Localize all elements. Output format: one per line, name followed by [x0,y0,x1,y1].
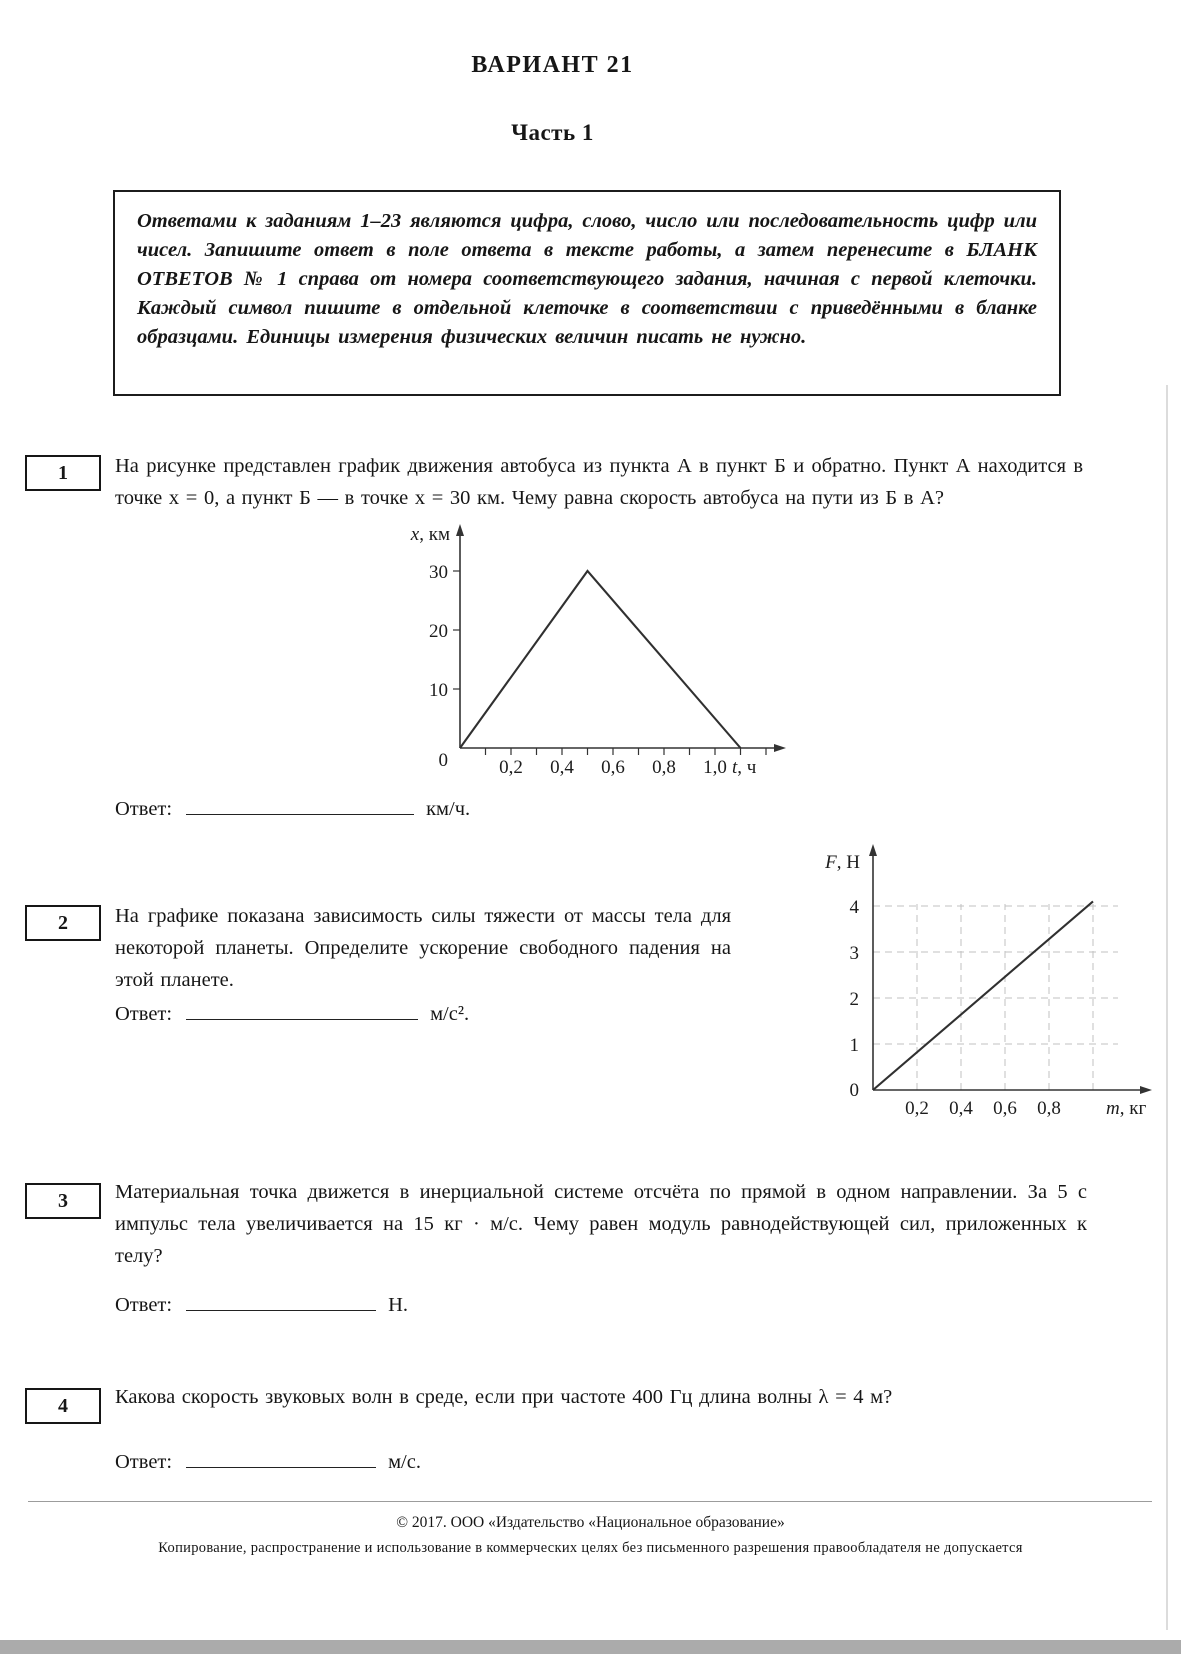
footer-copyright: © 2017. ООО «Издательство «Национальное образование» [396,1514,785,1531]
question-3-text: Материальная точка движется в инерциальной системе отсчёта по прямой в одном направлении. За 5 с импульс тела увеличивается на 15 кг · м/с. Чему равен модуль равнодействующей сил, приложенных к телу? [115,1181,1087,1267]
svg-text:1,0: 1,0 [703,757,727,778]
answer-label: Ответ: [115,1451,173,1473]
question-number: 1 [58,462,68,484]
svg-text:0,2: 0,2 [905,1098,929,1119]
answer-unit-2: м/с². [430,1003,470,1025]
svg-text:m, кг: m, кг [1106,1098,1147,1119]
question-number: 3 [58,1190,68,1212]
svg-text:F, Н: F, Н [825,852,860,873]
part-title: Часть 1 [511,120,594,145]
footer-legal: Копирование, распространение и использование в коммерческих целях без письменного разрешения правообладателя не допускается [158,1540,1023,1556]
answer-blank-1 [186,798,414,815]
svg-text:0,6: 0,6 [601,757,625,778]
answer-row-4 [115,1451,421,1474]
question-number-box-1 [25,455,101,491]
instruction-text: Ответами к заданиям 1–23 являются цифра, слово, число или последовательность цифр или чисел. Запишите ответ в поле ответа в тексте работы, а затем перенесите в БЛАНК ОТВЕТОВ № 1 справа от номера соответствующего задания, начиная с первой клеточки. Каждый символ пишите в отдельной клеточке в соответствии с приведёнными в бланке образцами. Единицы измерения физических величин писать не нужно. [137,210,1037,348]
question-number: 2 [58,912,68,934]
chart-2 [748,840,1168,1135]
question-4-text: Какова скорость звуковых волн в среде, если при частоте 400 Гц длина волны λ = 4 м? [115,1386,893,1408]
svg-text:0,2: 0,2 [499,757,523,778]
answer-row-2 [115,1003,469,1026]
answer-label: Ответ: [115,798,173,820]
svg-text:t, ч: t, ч [732,757,757,778]
answer-blank-2 [186,1003,418,1020]
answer-row-1 [115,798,470,821]
answer-unit-4: м/с. [388,1451,421,1473]
svg-text:20: 20 [429,621,448,642]
answer-label: Ответ: [115,1003,173,1025]
answer-blank-3 [186,1294,376,1311]
answer-blank-4 [186,1451,376,1468]
footer-divider [28,1501,1152,1502]
svg-text:3: 3 [849,943,859,964]
scan-bottom-edge [0,1640,1181,1654]
svg-text:0: 0 [849,1080,859,1101]
svg-text:0,4: 0,4 [949,1098,973,1119]
question-number: 4 [58,1395,68,1417]
instruction-box [113,190,1061,396]
question-number-box-2 [25,905,101,941]
svg-text:0: 0 [438,750,448,771]
svg-text:0,6: 0,6 [993,1098,1017,1119]
answer-label: Ответ: [115,1294,173,1316]
svg-text:x, км: x, км [410,524,450,545]
chart-1 [360,520,800,788]
scan-right-edge [1166,385,1168,1630]
answer-unit-1: км/ч. [426,798,471,820]
svg-text:2: 2 [849,989,859,1010]
answer-unit-3: Н. [388,1294,409,1316]
svg-text:0,4: 0,4 [550,757,574,778]
question-2-text: На графике показана зависимость силы тяжести от массы тела для некоторой планеты. Определите ускорение свободного падения на этой планете. [115,905,731,991]
svg-text:0,8: 0,8 [652,757,676,778]
question-number-box-4 [25,1388,101,1424]
question-number-box-3 [25,1183,101,1219]
page-title: ВАРИАНТ 21 [471,52,634,78]
svg-text:30: 30 [429,562,448,583]
svg-text:4: 4 [849,897,859,918]
question-1-text: На рисунке представлен график движения автобуса из пункта А в пункт Б и обратно. Пункт А находится в точке x = 0, а пункт Б — в точке x = 30 км. Чему равна скорость автобуса на пути из Б в А? [115,455,1083,509]
svg-text:1: 1 [849,1035,859,1056]
svg-text:0,8: 0,8 [1037,1098,1061,1119]
svg-text:10: 10 [429,680,448,701]
answer-row-3 [115,1294,408,1317]
